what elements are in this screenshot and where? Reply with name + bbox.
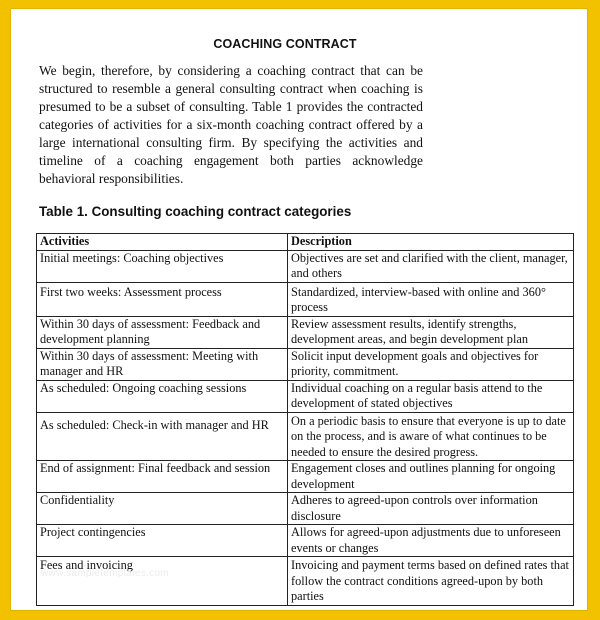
activity-cell: Fees and invoicing — [37, 557, 288, 606]
contract-table — [36, 233, 574, 606]
description-cell: Solicit input development goals and objectives for priority, commitment. — [288, 348, 574, 380]
table-row — [37, 412, 574, 461]
table-row — [37, 525, 574, 557]
activity-cell: Initial meetings: Coaching objectives — [37, 250, 288, 282]
intro-paragraph: We begin, therefore, by considering a coaching contract that can be structured to resemble a general consulting contract when coaching is presumed to be a subset of consulting. Table 1 provides the contracted categories of activities for a six-month coaching contract offered by a large international consulting firm. By specifying the activities and timeline of a coaching engagement both parties acknowledge behavioral responsibilities. — [39, 63, 423, 186]
watermark-text: www.sampletemplates.com — [41, 568, 170, 579]
table-header-row — [37, 234, 574, 251]
table-row — [37, 461, 574, 493]
activity-cell: Project contingencies — [37, 525, 288, 557]
document-title: COACHING CONTRACT — [213, 37, 357, 51]
description-cell: Adheres to agreed-upon controls over information disclosure — [288, 493, 574, 525]
table-caption: Table 1. Consulting coaching contract categories — [39, 204, 352, 219]
header-description: Description — [288, 234, 574, 251]
header-activities: Activities — [37, 234, 288, 251]
description-cell: Individual coaching on a regular basis attend to the development of stated objectives — [288, 380, 574, 412]
description-cell: Allows for agreed-upon adjustments due to unforeseen events or changes — [288, 525, 574, 557]
description-cell: Review assessment results, identify strengths, development areas, and begin development plan — [288, 316, 574, 348]
description-cell: On a periodic basis to ensure that everyone is up to date on the process, and is aware of what continues to be needed to ensure the desired progress. — [288, 412, 574, 461]
activity-cell: First two weeks: Assessment process — [37, 282, 288, 316]
activity-cell: Within 30 days of assessment: Feedback and development planning — [37, 316, 288, 348]
table-row — [37, 493, 574, 525]
activity-cell: Confidentiality — [37, 493, 288, 525]
document-page — [10, 8, 588, 611]
description-cell: Standardized, interview-based with online and 360° process — [288, 282, 574, 316]
activity-cell: End of assignment: Final feedback and session — [37, 461, 288, 493]
activity-cell: As scheduled: Ongoing coaching sessions — [37, 380, 288, 412]
table-row — [37, 316, 574, 348]
activity-cell: Within 30 days of assessment: Meeting with manager and HR — [37, 348, 288, 380]
table-row — [37, 250, 574, 282]
table-row — [37, 380, 574, 412]
description-cell: Objectives are set and clarified with the client, manager, and others — [288, 250, 574, 282]
description-cell: Invoicing and payment terms based on defined rates that follow the contract conditions agreed-upon by both parties — [288, 557, 574, 606]
activity-cell: As scheduled: Check-in with manager and HR — [37, 412, 288, 461]
table-row — [37, 557, 574, 606]
table-row — [37, 348, 574, 380]
description-cell: Engagement closes and outlines planning for ongoing development — [288, 461, 574, 493]
table-row — [37, 282, 574, 316]
